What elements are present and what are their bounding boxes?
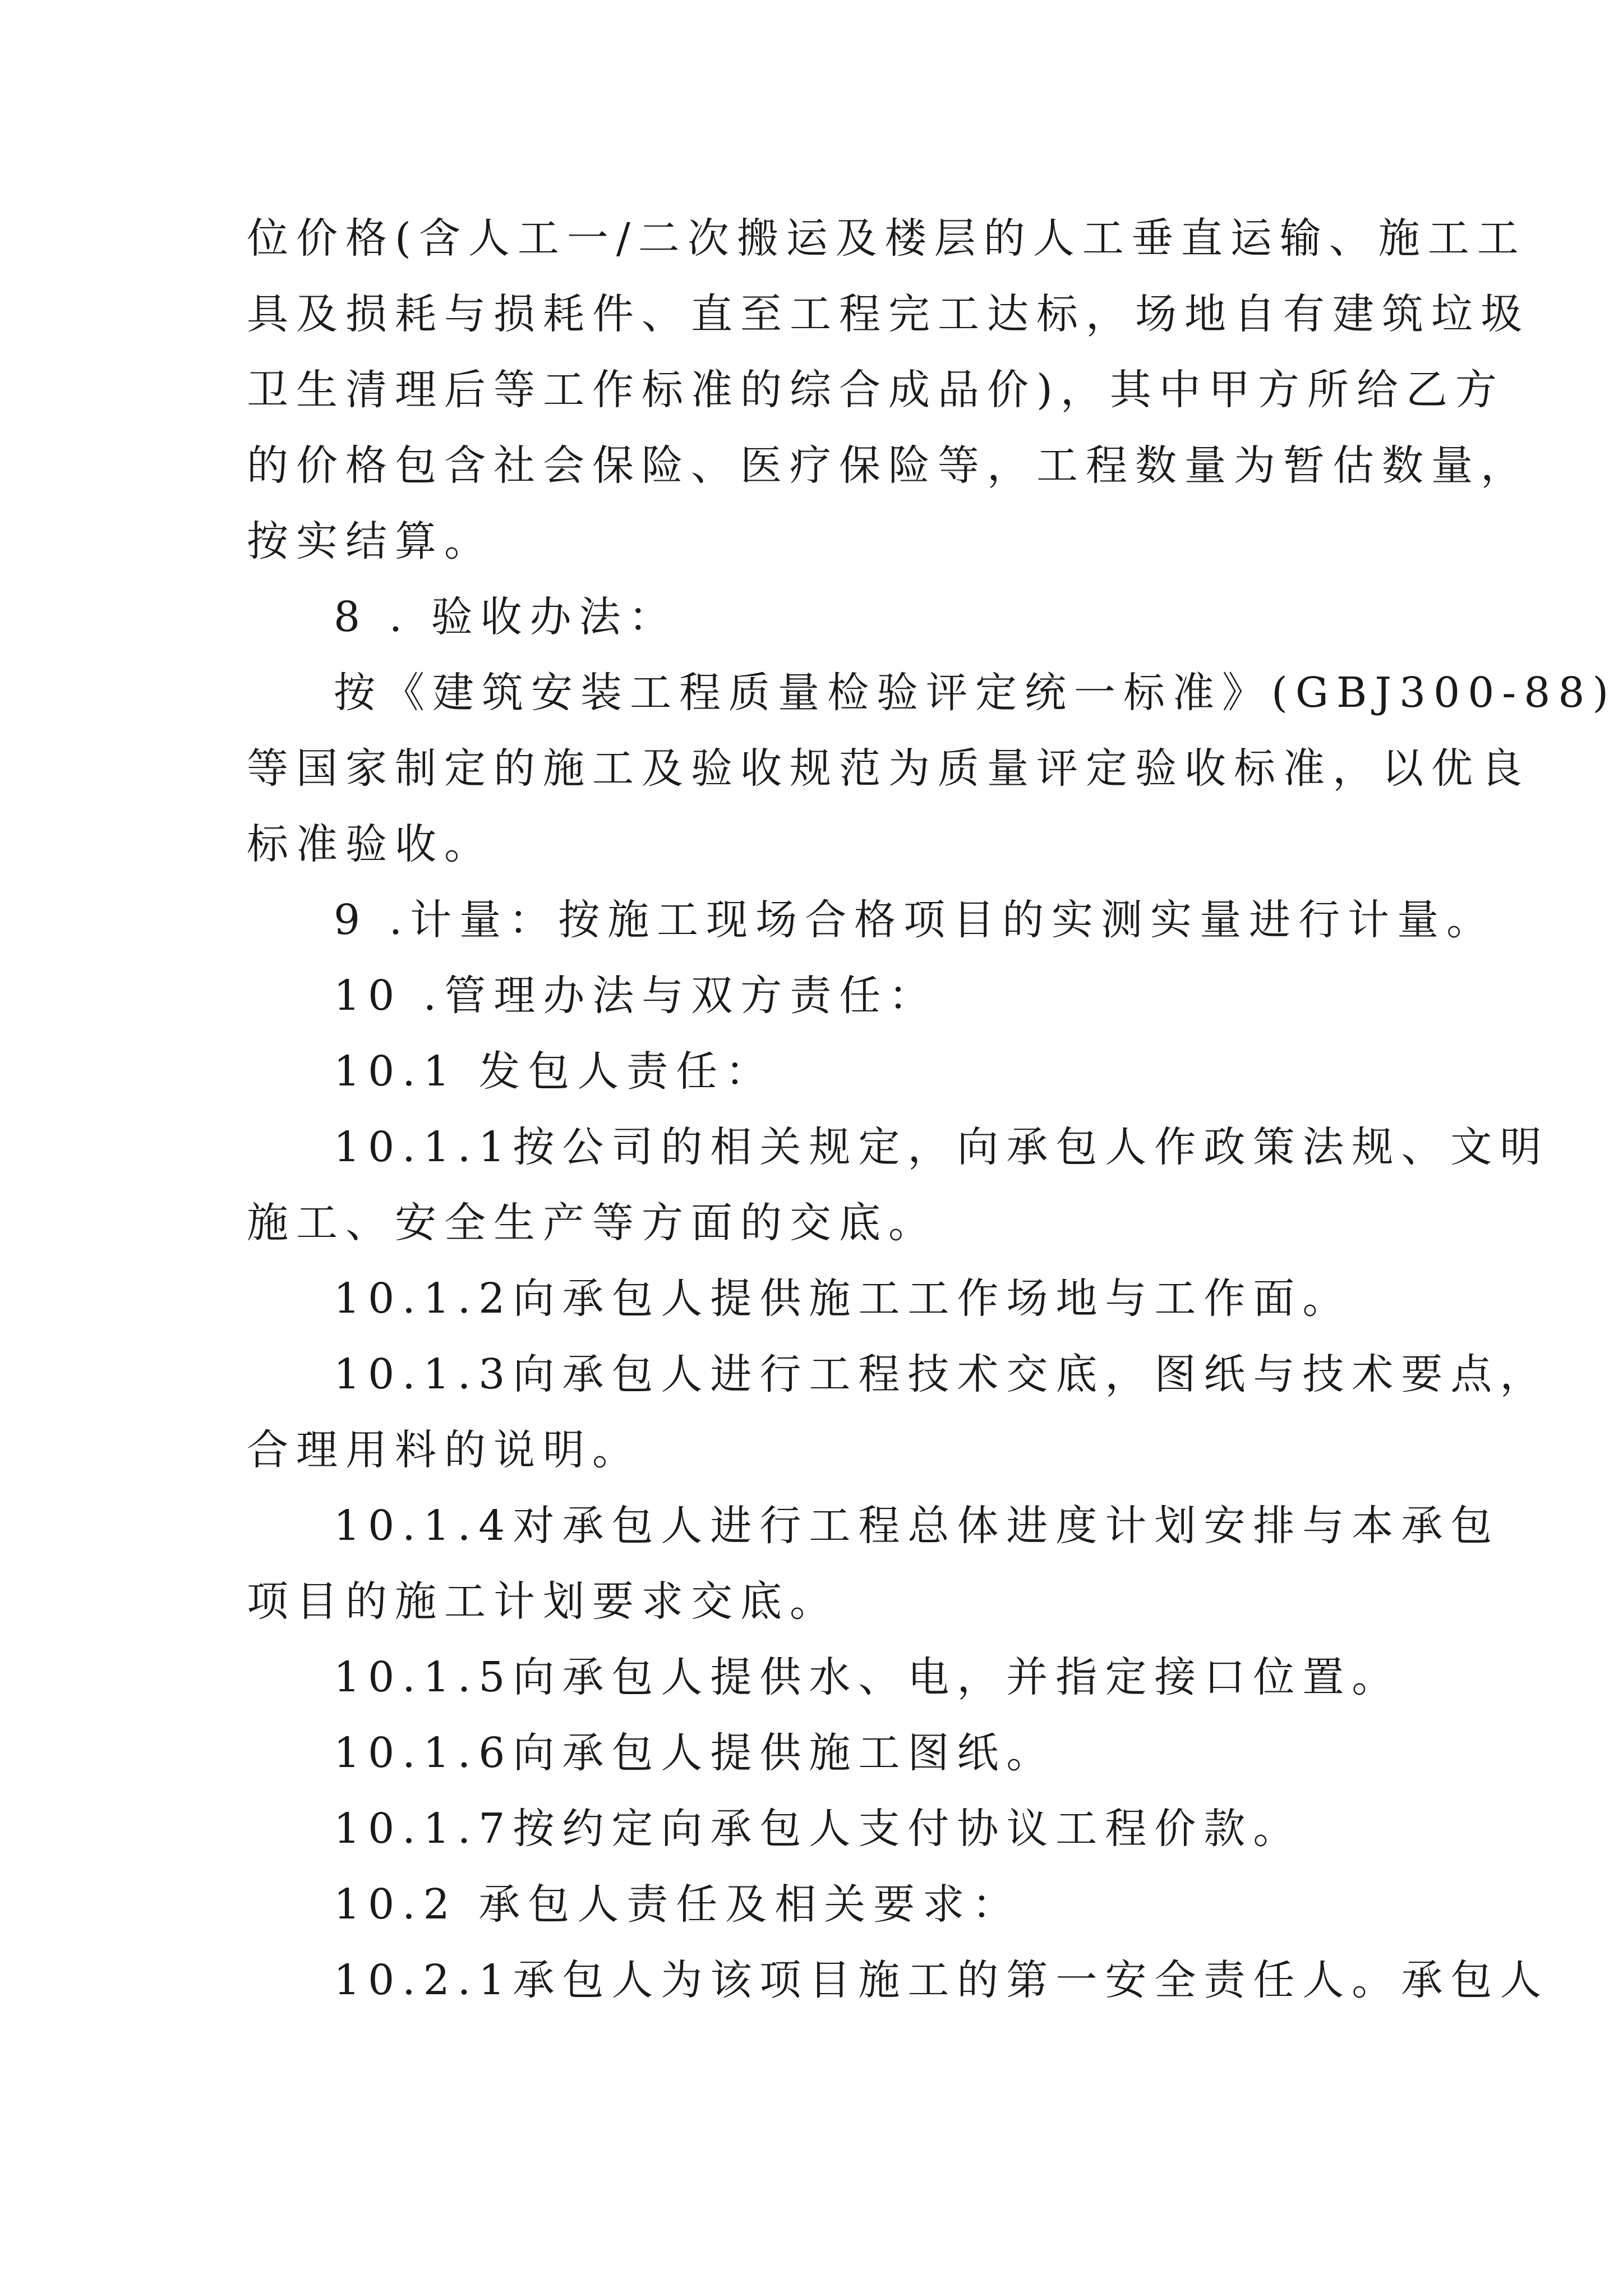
clause-10-1-1: 10.1.1按公司的相关规定，向承包人作政策法规、文明: [334, 1123, 1550, 1171]
text-line: 合理用料的说明。: [247, 1426, 642, 1474]
clause-10-1-6: 10.1.6向承包人提供施工图纸。: [334, 1729, 1056, 1777]
text-line: 施工、安全生产等方面的交底。: [247, 1199, 938, 1247]
clause-10-1-5: 10.1.5向承包人提供水、电，并指定接口位置。: [334, 1653, 1401, 1701]
subsection-heading-10-2: 10.2 承包人责任及相关要求：: [334, 1880, 1022, 1929]
section-heading-10: 10 .管理办法与双方责任：: [334, 972, 938, 1020]
clause-10-1-7: 10.1.7按约定向承包人支付协议工程价款。: [334, 1805, 1303, 1853]
section-heading-8: 8 . 验收办法：: [334, 593, 678, 641]
clause-10-1-3: 10.1.3向承包人进行工程技术交底，图纸与技术要点，: [334, 1350, 1550, 1398]
text-line: 按实结算。: [247, 517, 494, 565]
text-line: 按《建筑安装工程质量检验评定统一标准》(GBJ300-88): [334, 669, 1617, 717]
text-line: 卫生清理后等工作标准的综合成品价)，其中甲方所给乙方: [247, 366, 1505, 414]
section-heading-9: 9 .计量：按施工现场合格项目的实测实量进行计量。: [334, 896, 1496, 944]
text-line: 具及损耗与损耗件、直至工程完工达标，场地自有建筑垃圾: [247, 290, 1530, 338]
text-line: 项目的施工计划要求交底。: [247, 1577, 839, 1626]
clause-10-2-1: 10.2.1承包人为该项目施工的第一安全责任人。承包人: [334, 1956, 1550, 2004]
text-line: 等国家制定的施工及验收规范为质量评定验收标准，以优良: [247, 744, 1530, 793]
text-line: 的价格包含社会保险、医疗保险等，工程数量为暂估数量，: [247, 441, 1530, 490]
text-line: 位价格(含人工一/二次搬运及楼层的人工垂直运输、施工工: [247, 214, 1527, 263]
subsection-heading-10-1: 10.1 发包人责任：: [334, 1047, 775, 1096]
text-line: 标准验收。: [247, 820, 494, 868]
clause-10-1-4: 10.1.4对承包人进行工程总体进度计划安排与本承包: [334, 1502, 1500, 1550]
clause-10-1-2: 10.1.2向承包人提供施工工作场地与工作面。: [334, 1274, 1352, 1323]
